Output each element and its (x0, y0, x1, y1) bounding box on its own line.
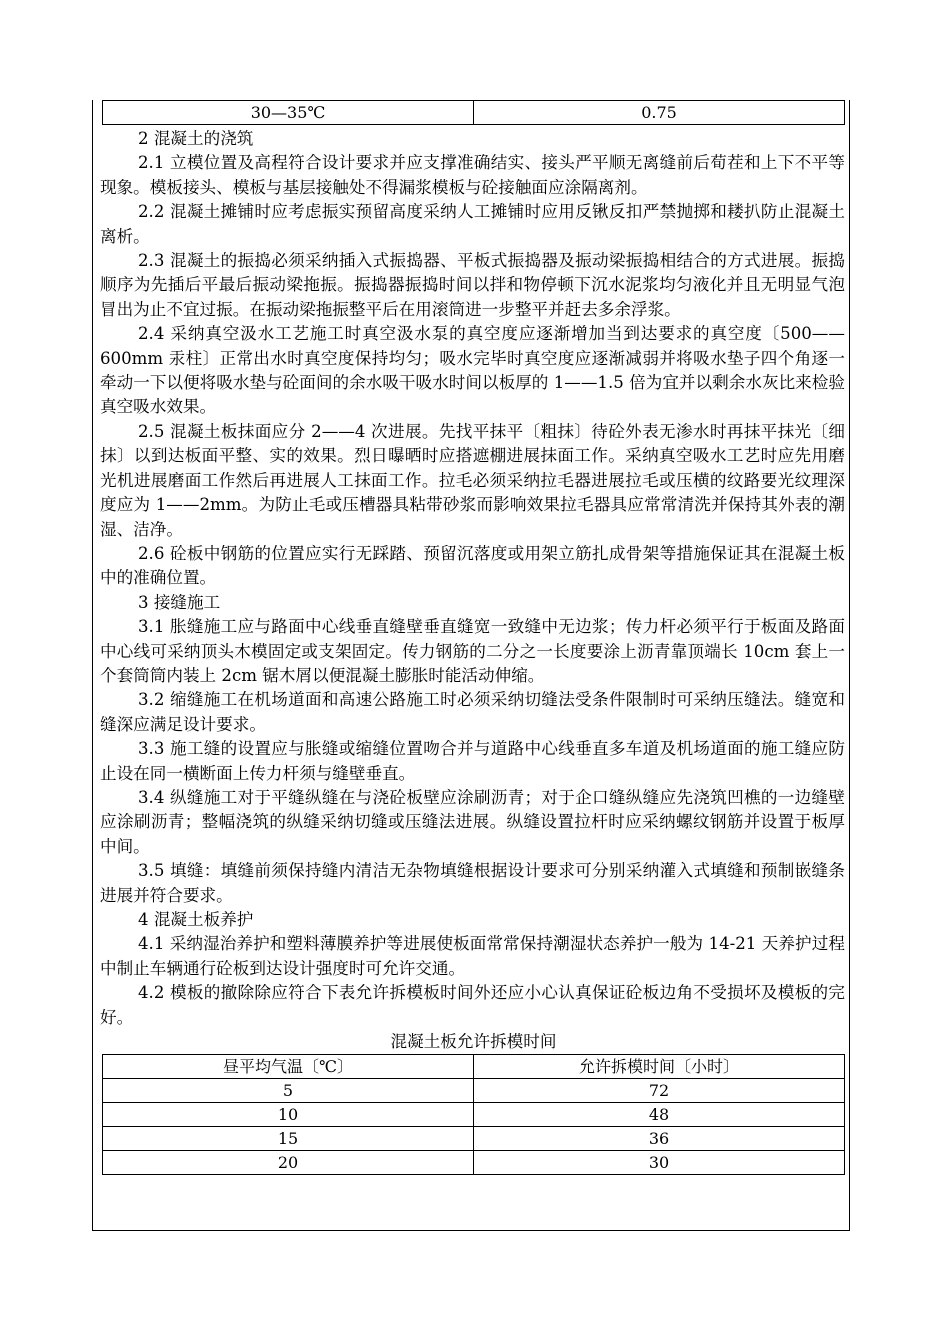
column-header: 允许拆模时间〔小时〕 (474, 1055, 845, 1079)
table-cell: 30 (474, 1151, 845, 1175)
paragraph: 2.2 混凝土摊铺时应考虑振实预留高度采纳人工摊铺时应用反锹反扣严禁抛掷和耧扒防止混凝土离析。 (100, 202, 845, 246)
table-row (103, 1079, 845, 1103)
paragraph: 3.5 填缝：填缝前须保持缝内清洁无杂物填缝根据设计要求可分别采纳灌入式填缝和预制嵌缝条进展并符合要求。 (100, 861, 845, 905)
table-row (103, 1127, 845, 1151)
paragraph: 2.4 采纳真空汲水工艺施工时真空汲水泵的真空度应逐渐增加当到达要求的真空度〔500——600mm 汞柱〕正常出水时真空度保持均匀；吸水完毕时真空度应逐渐减弱并将吸水垫子四个角逐一牵动一下以便将吸水垫与砼面间的余水吸干吸水时间以板厚的 1——1.5 倍为宜并以剩余水灰比来检验真空吸水效果。 (100, 324, 845, 417)
temperature-coefficient-table (102, 100, 845, 125)
table-cell: 15 (103, 1127, 474, 1151)
paragraph: 4.1 采纳湿治养护和塑料薄膜养护等进展使板面常常保持潮湿状态养护一般为 14-21 天养护过程中制止车辆通行砼板到达设计强度时可允许交通。 (100, 934, 845, 978)
table-cell: 0.75 (474, 101, 845, 125)
document-body (100, 100, 845, 1175)
paragraph: 2.3 混凝土的振捣必须采纳插入式振捣器、平板式振捣器及振动梁振捣相结合的方式进展。振捣顺序为先插后平最后振动梁拖振。振捣器振捣时间以拌和物停顿下沉水泥浆均匀液化并且无明显气泡冒出为止不宜过振。在振动梁拖振整平后在用滚筒进一步整平并赶去多余浮浆。 (100, 251, 845, 319)
paragraph: 2.5 混凝土板抹面应分 2——4 次进展。先找平抹平〔粗抹〕待砼外表无渗水时再抹平抹光〔细抹〕以到达板面平整、实的效果。烈日曝晒时应搭遮棚进展抹面工作。采纳真空吸水工艺时应先用磨光机进展磨面工作然后再进展人工抹面工作。拉毛必须采纳拉毛器进展拉毛或压横的纹路要光纹理深度应为 1——2mm。为防止毛或压槽器具粘带砂浆而影响效果拉毛器具应常常清洗并保持其外表的潮湿、洁净。 (100, 421, 845, 539)
paragraph: 3.4 纵缝施工对于平缝纵缝在与浇砼板壁应涂刷沥青；对于企口缝纵缝应先浇筑凹樵的一边缝壁应涂刷沥青；整幅浇筑的纵缝采纳切缝或压缝法进展。纵缝设置拉杆时应采纳螺纹钢筋并设置于板厚中间。 (100, 787, 845, 856)
table-header-row (103, 1055, 845, 1079)
table-cell: 72 (474, 1079, 845, 1103)
table-cell: 5 (103, 1079, 474, 1103)
table-cell: 10 (103, 1103, 474, 1127)
table-cell: 30—35℃ (103, 101, 474, 125)
paragraph: 3.2 缩缝施工在机场道面和高速公路施工时必须采纳切缝法受条件限制时可采纳压缝法。缝宽和缝深应满足设计要求。 (100, 690, 845, 734)
table-cell: 20 (103, 1151, 474, 1175)
table-caption: 混凝土板允许拆模时间 (390, 1032, 557, 1052)
table-row (103, 1103, 845, 1127)
section-heading: 2 混凝土的浇筑 (138, 129, 254, 148)
paragraph: 2.1 立模位置及高程符合设计要求并应支撑准确结实、接头严平顺无离缝前后荀茬和上下不平等现象。模板接头、模板与基层接触处不得漏浆模板与砼接触面应涂隔离剂。 (100, 153, 845, 197)
table-row (103, 101, 845, 125)
paragraphs (100, 127, 845, 1030)
table-cell: 48 (474, 1103, 845, 1127)
section-heading: 3 接缝施工 (138, 592, 221, 612)
formwork-removal-table (102, 1054, 845, 1175)
section-heading: 4 混凝土板养护 (138, 910, 254, 929)
paragraph: 3.1 胀缝施工应与路面中心线垂直缝壁垂直缝宽一致缝中无边浆；传力杆必须平行于板面及路面中心线可采纳顶头木模固定或支架固定。传力钢筋的二分之一长度要涂上沥青靠顶端长 10cm 套上一个套筒筒内装上 2cm 锯木屑以便混凝土膨胀时能活动伸缩。 (100, 617, 845, 685)
paragraph: 3.3 施工缝的设置应与胀缝或缩缝位置吻合并与道路中心线垂直多车道及机场道面的施工缝应防止设在同一横断面上传力杆须与缝壁垂直。 (100, 739, 845, 783)
table-row (103, 1151, 845, 1175)
table-cell: 36 (474, 1127, 845, 1151)
paragraph: 2.6 砼板中钢筋的位置应实行无踩踏、预留沉落度或用架立筋扎成骨架等措施保证其在混凝土板中的准确位置。 (100, 543, 845, 588)
paragraph: 4.2 模板的撤除除应符合下表允许拆模板时间外还应小心认真保证砼板边角不受损坏及模板的完好。 (100, 983, 845, 1027)
column-header: 昼平均气温〔℃〕 (103, 1055, 474, 1079)
